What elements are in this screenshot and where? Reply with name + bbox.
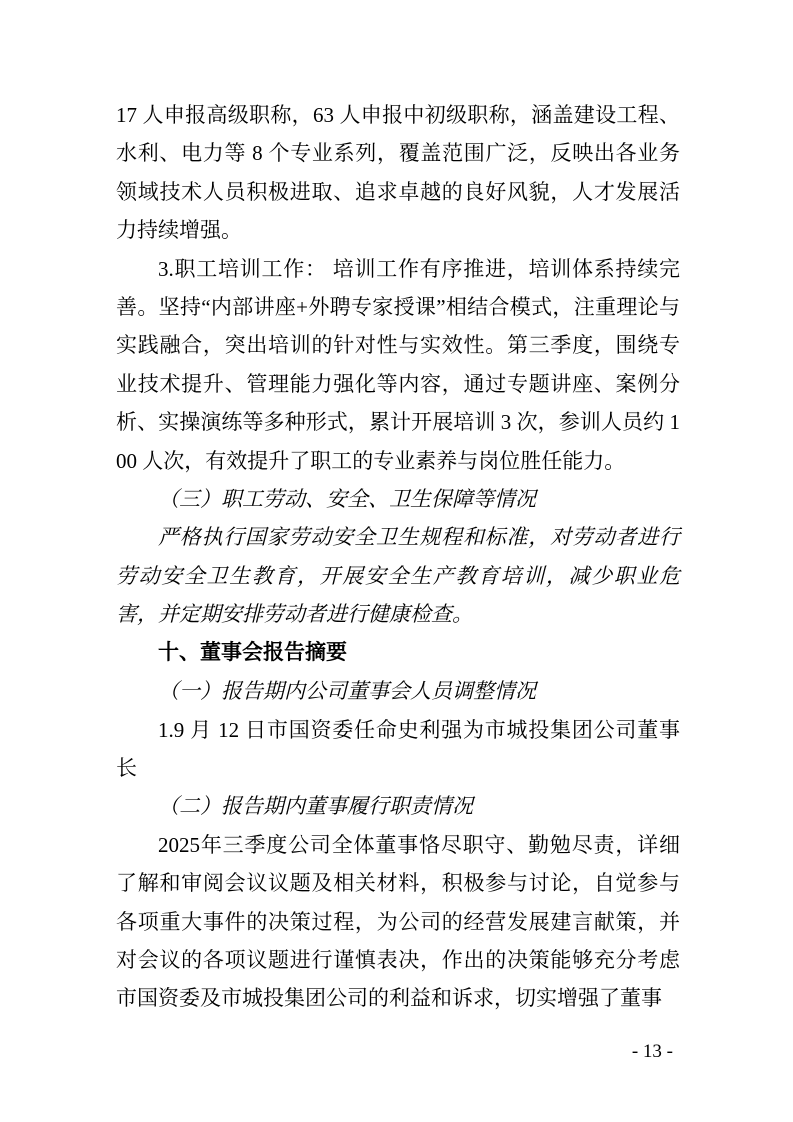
paragraph-labor-safety: 严格执行国家劳动安全卫生规程和标准，对劳动者进行劳动安全卫生教育，开展安全生产教育培训，减少职业危害，并定期安排劳动者进行健康检查。 xyxy=(116,525,680,627)
section-heading-directors-duty: （二）报告期内董事履行职责情况 xyxy=(158,794,473,819)
page-number: - 13 - xyxy=(631,1041,673,1062)
section-heading-board-personnel-adjustment: （一）报告期内公司董事会人员调整情况 xyxy=(158,679,536,704)
paragraph-staff-training: 3.职工培训工作： 培训工作有序推进，培训体系持续完善。坚持“内部讲座+外聘专家授课”相结合模式，注重理论与实践融合，突出培训的针对性与实效性。第三季度，围绕专业技术提升、管理能力强化等内容，通过专题讲座、案例分析、实操演练等多种形式，累计开展培训 3 次，参训人员约 100 人次，有效提升了职工的专业素养与岗位胜任能力。 xyxy=(116,256,680,473)
section-heading-labor-safety: （三）职工劳动、安全、卫生保障等情况 xyxy=(158,487,536,512)
chapter-heading-board-report-summary: 十、董事会报告摘要 xyxy=(158,640,347,664)
document-body xyxy=(116,96,680,1018)
paragraph-directors-duty: 2025年三季度公司全体董事恪尽职守、勤勉尽责，详细了解和审阅会议议题及相关材料，积极参与讨论，自觉参与各项重大事件的决策过程，为公司的经营发展建言献策，并对会议的各项议题进行谨慎表决，作出的决策能够充分考虑市国资委及市城投集团公司的利益和诉求，切实增强了董事 xyxy=(116,832,680,1011)
paragraph-title-declaration-continuation: 17 人申报高级职称，63 人申报中初级职称，涵盖建设工程、水利、电力等 8 个专业系列，覆盖范围广泛，反映出各业务领域技术人员积极进取、追求卓越的良好风貌，人才发展活力持续增强。 xyxy=(116,103,680,243)
paragraph-board-appointment: 1.9 月 12 日市国资委任命史利强为市城投集团公司董事长 xyxy=(116,717,680,780)
